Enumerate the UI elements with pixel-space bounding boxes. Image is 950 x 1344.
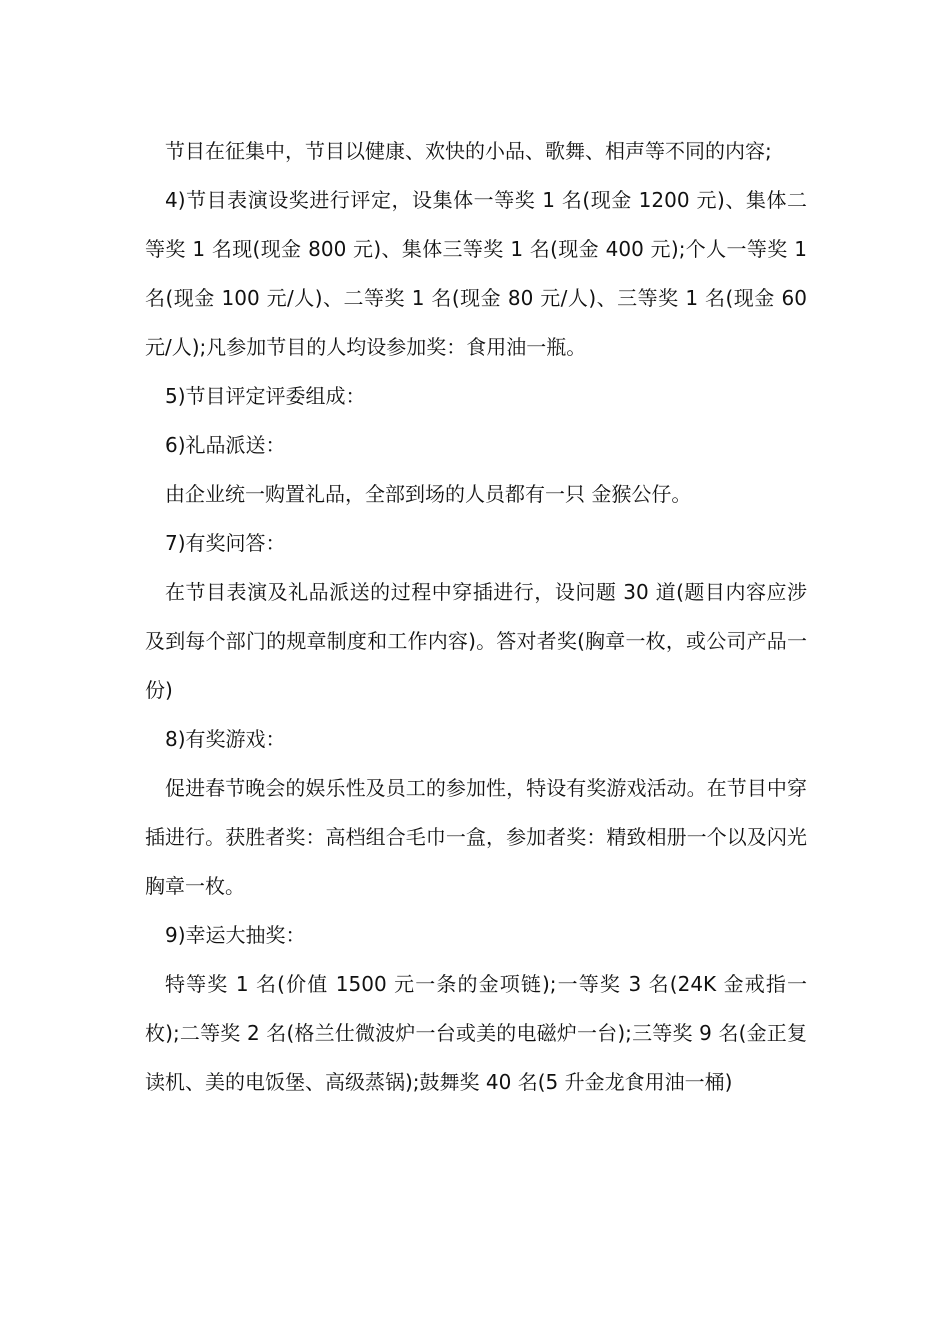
heading-quiz: 7)有奖问答： <box>165 531 286 555</box>
heading-games: 8)有奖游戏： <box>165 727 286 751</box>
heading-lucky-draw: 9)幸运大抽奖： <box>165 923 306 947</box>
paragraph-quiz: 在节目表演及礼品派送的过程中穿插进行，设问题 30 道(题目内容应涉及到每个部门的规章制度和工作内容)。答对者奖(胸章一枚，或公司产品一份) <box>145 580 807 702</box>
paragraph-performance-awards: 4)节目表演设奖进行评定，设集体一等奖 1 名(现金 1200 元)、集体二等奖 1 名现(现金 800 元)、集体三等奖 1 名(现金 400 元);个人一等奖 1 名(现金 100 元/人)、二等奖 1 名(现金 80 元/人)、三等奖 1 名(现金 60 元/人);凡参加节目的人均设参加奖：食用油一瓶。 <box>145 188 807 359</box>
heading-judges: 5)节目评定评委组成： <box>165 384 366 408</box>
document-body <box>145 127 807 1107</box>
paragraph-lucky-draw: 特等奖 1 名(价值 1500 元一条的金项链);一等奖 3 名(24K 金戒指一枚);二等奖 2 名(格兰仕微波炉一台或美的电磁炉一台);三等奖 9 名(金正复读机、美的电饭堡、高级蒸锅);鼓舞奖 40 名(5 升金龙食用油一桶) <box>145 972 807 1094</box>
paragraph-gift-distribution: 由企业统一购置礼品，全部到场的人员都有一只 金猴公仔。 <box>165 482 692 506</box>
paragraph-program-content: 节目在征集中，节目以健康、欢快的小品、歌舞、相声等不同的内容; <box>165 139 772 163</box>
heading-gift-distribution: 6)礼品派送： <box>165 433 286 457</box>
paragraph-games: 促进春节晚会的娱乐性及员工的参加性，特设有奖游戏活动。在节目中穿插进行。获胜者奖：高档组合毛巾一盒，参加者奖：精致相册一个以及闪光胸章一枚。 <box>145 776 807 898</box>
